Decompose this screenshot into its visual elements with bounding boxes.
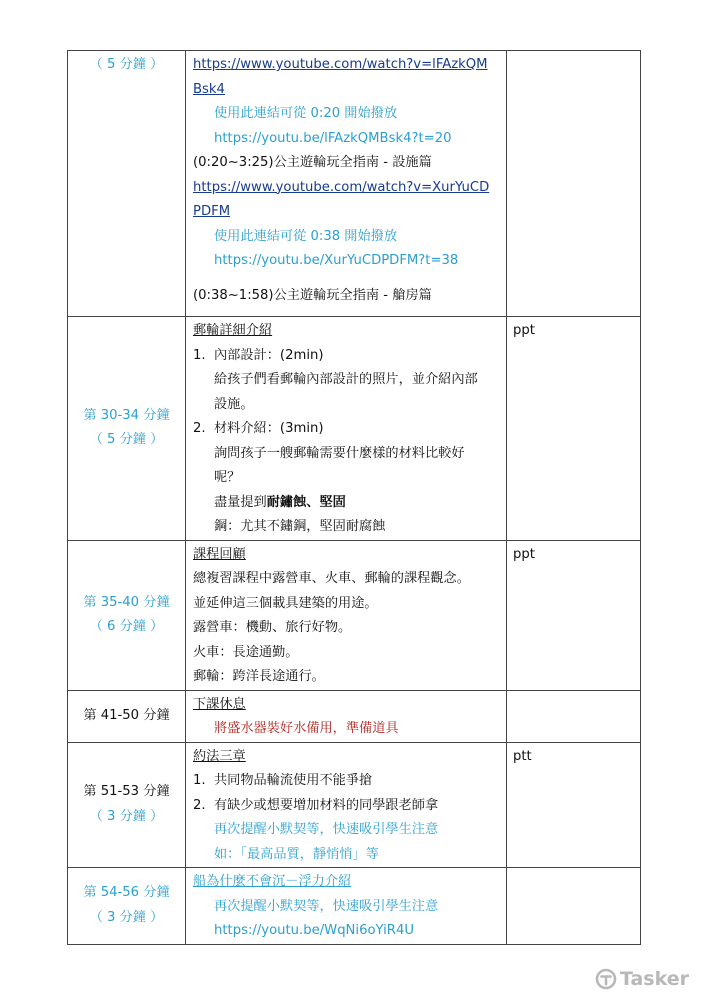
- item-description: 詢問孩子一艘郵輪需要什麼樣的材料比較好: [214, 445, 465, 461]
- time-range: 第 54-56 分鐘: [83, 885, 170, 901]
- short-link[interactable]: https://youtu.be/XurYuCDPDFM?t=38: [214, 253, 459, 268]
- material-cell: [507, 690, 641, 742]
- video-link[interactable]: https://www.youtube.com/watch?v=lFAzkQM: [193, 57, 488, 72]
- link-note: 使用此連結可從 0:38 開始撥放: [214, 228, 398, 244]
- review-line: 郵輪：跨洋長途通行。: [193, 669, 325, 684]
- time-cell: [68, 540, 186, 690]
- time-cell: [68, 690, 186, 742]
- short-link[interactable]: https://youtu.be/lFAzkQMBsk4?t=20: [214, 130, 452, 146]
- list-item: 1. 內部設計：(2min): [193, 347, 324, 363]
- table-row: [68, 868, 641, 945]
- list-item: 2. 有缺少或想要增加材料的同學跟老師拿: [193, 797, 439, 813]
- time-range: 第 51-53 分鐘: [83, 784, 170, 800]
- section-title: 課程回顧: [193, 546, 246, 562]
- reminder-note: 再次提醒小默契等，快速吸引學生注意: [214, 822, 439, 837]
- list-item: 2. 材料介紹：(3min): [193, 421, 324, 436]
- table-row: [68, 742, 641, 868]
- material-label: ppt: [513, 323, 535, 338]
- video-link[interactable]: https://www.youtube.com/watch?v=XurYuCD: [193, 179, 490, 195]
- video-description: (0:20~3:25)公主遊輪玩全指南 - 設施篇: [193, 155, 432, 170]
- short-link[interactable]: https://youtu.be/WqNi6oYiR4U: [214, 923, 415, 938]
- material-cell: [507, 742, 641, 868]
- time-duration: （ 3 分鐘 ）: [89, 909, 164, 925]
- content-cell: [186, 690, 507, 742]
- link-note: 使用此連結可從 0:20 開始撥放: [214, 106, 398, 121]
- material-label: ptt: [513, 748, 532, 764]
- video-link-cont[interactable]: Bsk4: [193, 81, 225, 97]
- time-duration: （ 5 分鐘 ）: [89, 57, 164, 72]
- content-cell: [186, 868, 507, 945]
- item-description-cont: 呢？: [214, 470, 241, 485]
- reminder-note: 再次提醒小默契等，快速吸引學生注意: [214, 898, 439, 914]
- content-cell: [186, 51, 507, 317]
- section-title: 下課休息: [193, 696, 246, 712]
- time-duration: （ 3 分鐘 ）: [89, 808, 164, 824]
- blank-line: [193, 274, 506, 284]
- time-cell: [68, 317, 186, 541]
- content-cell: [186, 742, 507, 868]
- content-cell: [186, 317, 507, 541]
- time-duration: （ 6 分鐘 ）: [89, 619, 164, 634]
- list-item: 1. 共同物品輪流使用不能爭搶: [193, 773, 373, 788]
- material-cell: [507, 317, 641, 541]
- video-description: (0:38~1:58)公主遊輪玩全指南 - 艙房篇: [193, 287, 432, 303]
- material-cell: [507, 540, 641, 690]
- section-title: 船為什麼不會沉－浮力介紹: [193, 874, 352, 889]
- time-duration: （ 5 分鐘 ）: [89, 432, 164, 448]
- content-cell: [186, 540, 507, 690]
- table-row: [68, 690, 641, 742]
- time-cell: [68, 51, 186, 317]
- item-description: 給孩子們看郵輪內部設計的照片，並介紹內部: [214, 372, 478, 387]
- reminder-example: 如：「最高品質，靜悄悄」等: [214, 846, 379, 862]
- time-cell: [68, 742, 186, 868]
- review-line: 露營車：機動、旅行好物。: [193, 620, 352, 635]
- tasker-watermark: [595, 968, 689, 990]
- lesson-plan-table: [67, 50, 641, 945]
- time-range: 第 41-50 分鐘: [83, 707, 170, 723]
- table-row: [68, 317, 641, 541]
- material-cell: [507, 51, 641, 317]
- video-link-cont[interactable]: PDFM: [193, 204, 231, 219]
- material-cell: [507, 868, 641, 945]
- watermark-text: Tasker: [619, 968, 689, 990]
- item-description-cont: 設施。: [214, 396, 254, 412]
- steel-note: 鋼：尤其不鏽鋼，堅固耐腐蝕: [214, 519, 386, 534]
- emphasis-keywords: 耐鏽蝕、堅固: [266, 494, 346, 510]
- time-cell: [68, 868, 186, 945]
- review-line: 並延伸這三個載具建築的用途。: [193, 595, 378, 611]
- emphasis-line: 盡量提到耐鏽蝕、堅固: [214, 494, 346, 510]
- time-range: 第 30-34 分鐘: [83, 407, 170, 423]
- table-row: [68, 540, 641, 690]
- time-range: 第 35-40 分鐘: [83, 594, 170, 610]
- section-title: 郵輪詳細介紹: [193, 323, 273, 338]
- section-title: 約法三章: [193, 748, 246, 764]
- tasker-logo-icon: [595, 968, 617, 990]
- review-line: 總複習課程中露營車、火車、郵輪的課程觀念。: [193, 571, 470, 586]
- material-label: ppt: [513, 546, 535, 562]
- table-row: [68, 51, 641, 317]
- prep-note: 將盛水器裝好水備用，準備道具: [214, 721, 399, 736]
- review-line: 火車：長途通勤。: [193, 644, 299, 660]
